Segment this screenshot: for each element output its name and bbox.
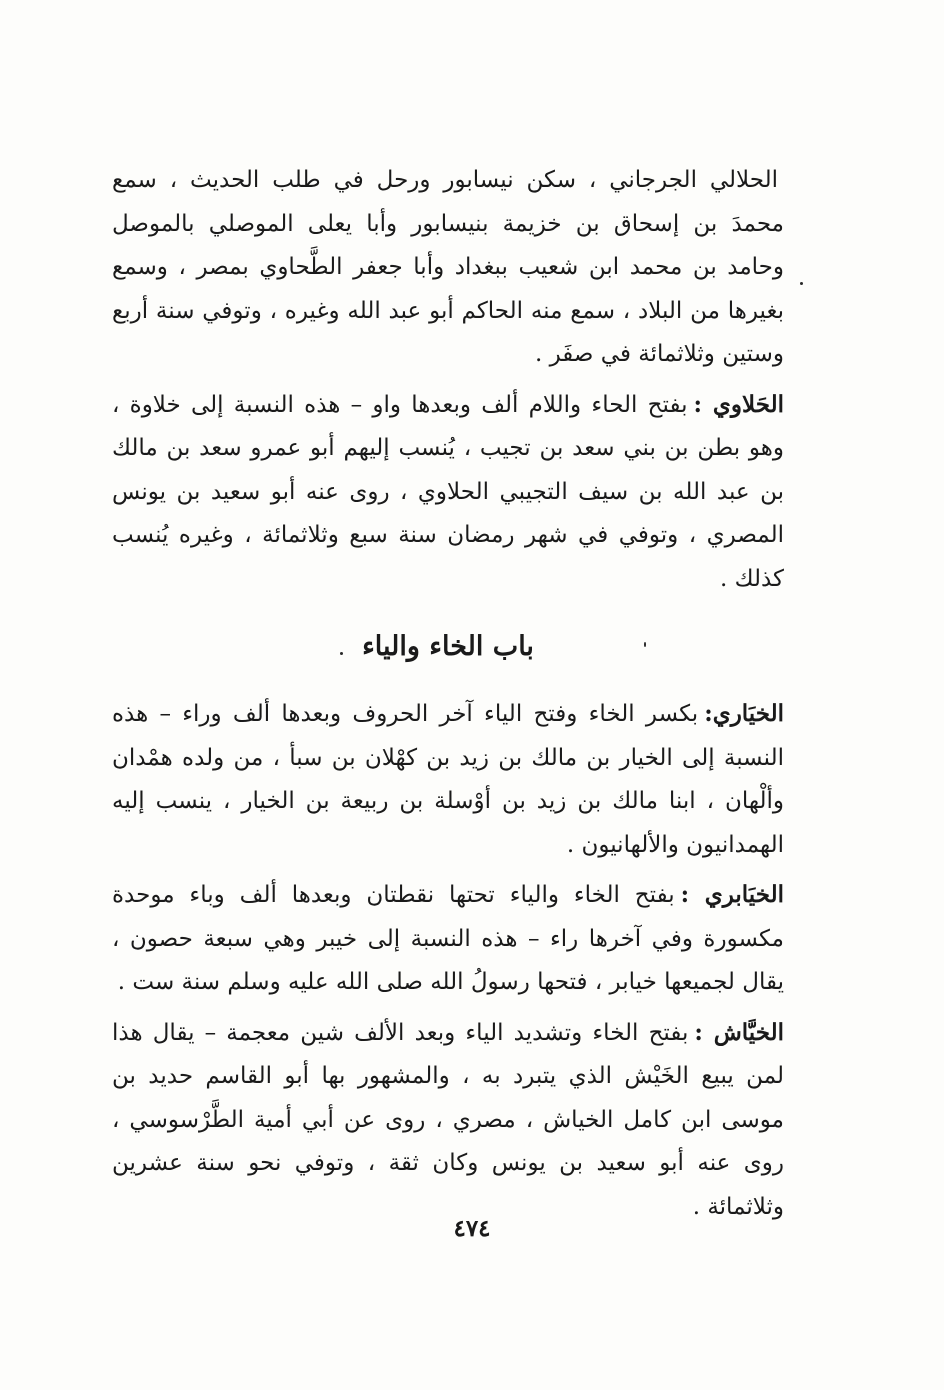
scan-speck	[644, 642, 646, 647]
paragraph-hilali-jurjani	[112, 158, 784, 377]
text-block-top	[112, 158, 784, 601]
entry-text: بفتح الخاء وتشديد الياء وبعد الألف شين معجمة – يقال هذا لمن يبيع الخَيْش الذي يتبرد به ، والمشهور بها أبو القاسم حديد بن موسى ابن كامل الخياش ، مصري ، روى عن أبي أمية الطَّرْسوسي ، روى عنه أبو سعيد بن يونس وكان ثقة ، وتوفي نحو سنة عشرين وثلاثمائة .	[112, 1019, 784, 1220]
page-number: ٤٧٤	[453, 1215, 491, 1242]
paragraph-khiyari	[112, 692, 784, 867]
paragraph-khayabiri	[112, 873, 784, 1005]
entry-text: بكسر الخاء وفتح الياء آخر الحروف وبعدها ألف وراء – هذه النسبة إلى الخيار بن مالك بن زيد بن كهْلان بن سبأ ، من ولده همْدان وألْهان ، ابنا مالك بن زيد بن أوْسلة بن ربيعة بن الخيار ، ينسب إليه الهمدانيون والألهانيون .	[112, 701, 784, 858]
entry-term: الخيَاري:	[704, 700, 784, 727]
scan-speck	[340, 652, 343, 655]
entry-term: الحَلاوي :	[693, 390, 785, 418]
entry-term: الخيَابري :	[680, 881, 784, 908]
entry-text: بفتح الحاء واللام ألف وبعدها واو – هذه النسبة إلى خلاوة ، وهو بطن بن بني سعد بن تجيب ، يُنسب إليهم أبو عمرو سعد بن مالك بن عبد الله بن سيف التجيبي الحلاوي ، روى عنه أبو سعيد بن يونس المصري ، وتوفي في شهر رمضان سنة سبع وثلاثمائة ، وغيره يُنسب كذلك .	[112, 391, 784, 592]
scan-speck	[800, 282, 803, 285]
paragraph-halawi	[112, 383, 784, 602]
text-block-bottom	[112, 692, 784, 1229]
entry-text: الحلالي الجرجاني ، سكن نيسابور ورحل في طلب الحديث ، سمع محمدَ بن إسحاق بن خزيمة بنيسابور وأبا يعلى الموصلي بالموصل وحامد بن محمد ابن شعيب ببغداد وأبا جعفر الطَّحاوي بمصر ، وسمع بغيرها من البلاد ، سمع منه الحاكم أبو عبد الله وغيره ، وتوفي سنة أربع وستين وثلاثمائة في صفَر .	[112, 167, 784, 367]
entry-text: بفتح الخاء والياء تحتها نقطتان وبعدها ألف وباء موحدة مكسورة وفي آخرها راء – هذه النسبة إلى خيبر وهي سبعة حصون ، يقال لجميعها خيابر ، فتحها رسولُ الله صلى الله عليه وسلم سنة ست .	[112, 882, 784, 995]
section-heading: باب الخاء والياء	[362, 631, 534, 662]
entry-term: الخيَّاش :	[694, 1018, 784, 1046]
paragraph-khayyash	[112, 1011, 784, 1230]
